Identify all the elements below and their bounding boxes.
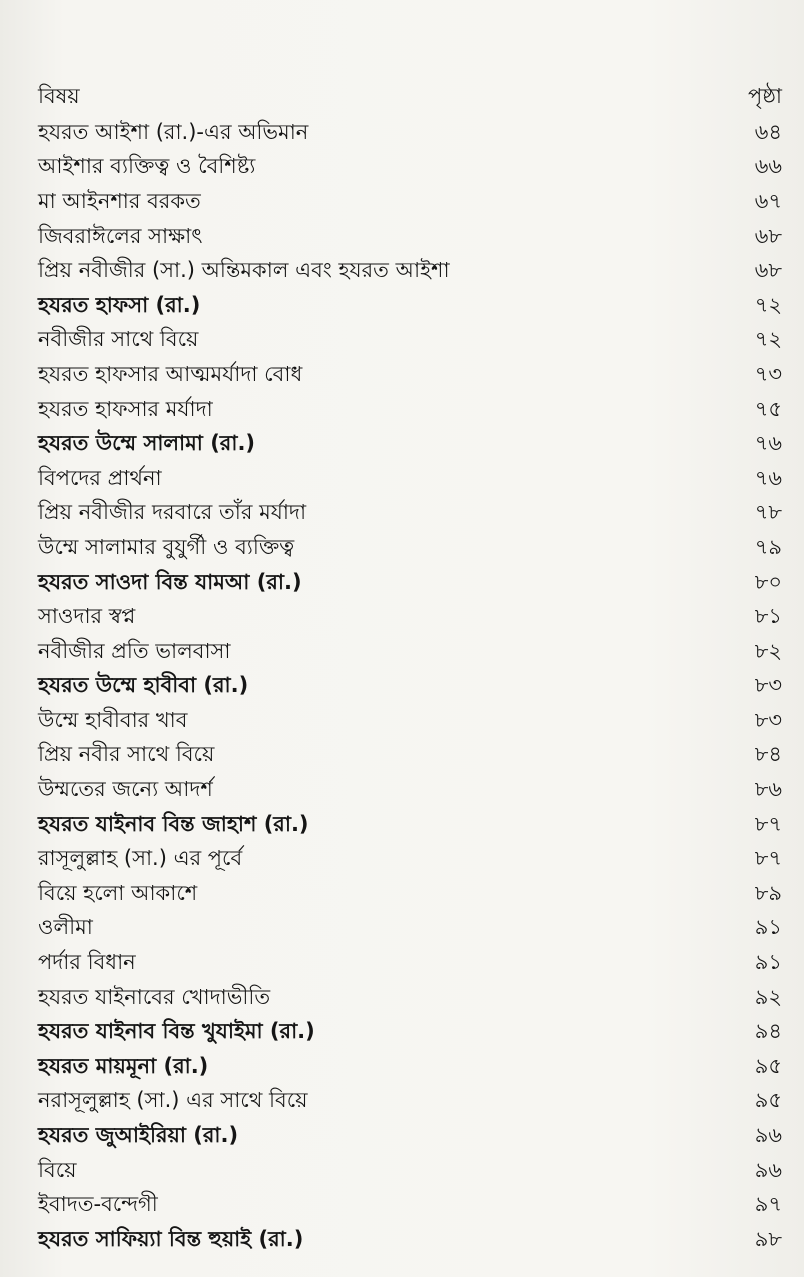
toc-entry — [38, 981, 786, 1016]
table-of-contents — [38, 78, 786, 1258]
entry-title: হযরত মায়মূনা (রা.) — [38, 1053, 209, 1078]
toc-entry — [38, 497, 786, 532]
entry-title: নরাসূলুল্লাহ (সা.) এর সাথে বিয়ে — [38, 1088, 308, 1113]
toc-entry — [38, 151, 786, 186]
entry-title: হযরত উম্মে সালামা (রা.) — [38, 431, 256, 456]
entry-page-number: ৭৯ — [754, 534, 782, 559]
entry-page-number: ৭২ — [754, 327, 782, 352]
entry-page-number: ৮৭ — [754, 846, 782, 871]
entry-title: হযরত সাওদা বিন্ত যামআ (রা.) — [38, 569, 302, 594]
entry-page-number: ৭৬ — [754, 465, 782, 490]
toc-entry — [38, 462, 786, 497]
entry-title: বিয়ে — [38, 1157, 77, 1182]
entry-title: হযরত আইশা (রা.)-এর অভিমান — [38, 119, 309, 144]
toc-entry — [38, 635, 786, 670]
entry-title: প্রিয় নবীর সাথে বিয়ে — [38, 742, 215, 767]
entry-page-number: ৯৬ — [754, 1157, 782, 1182]
toc-entry — [38, 877, 786, 912]
entry-title: উম্মে সালামার বুযুর্গী ও ব্যক্তিত্ব — [38, 534, 295, 559]
entry-page-number: ৯৫ — [754, 1053, 782, 1078]
entry-page-number: ৯৭ — [754, 1192, 782, 1217]
toc-entry — [38, 254, 786, 289]
entry-page-number: ৬৮ — [754, 223, 782, 248]
toc-section-heading — [38, 566, 786, 601]
entry-title: উম্মে হাবীবার খাব — [38, 707, 188, 732]
entry-page-number: ৯২ — [754, 984, 782, 1009]
toc-section-heading — [38, 1015, 786, 1050]
toc-entry — [38, 842, 786, 877]
entry-title: হযরত সাফিয়্যা বিন্ত হুয়াই (রা.) — [38, 1226, 304, 1251]
toc-section-heading — [38, 427, 786, 462]
toc-entry — [38, 531, 786, 566]
entry-page-number: ৮০ — [754, 569, 782, 594]
toc-entry — [38, 1085, 786, 1120]
toc-entry — [38, 773, 786, 808]
entry-title: উম্মতের জন্যে আদর্শ — [38, 777, 213, 802]
entry-page-number: ৮১ — [754, 604, 782, 629]
entry-page-number: ৮৭ — [754, 811, 782, 836]
toc-header — [38, 78, 786, 116]
entry-page-number: ৮৪ — [754, 742, 782, 767]
entry-title: হযরত জুআইরিয়া (রা.) — [38, 1123, 239, 1148]
entry-page-number: ৯৮ — [754, 1226, 782, 1251]
entry-title: রাসূলুল্লাহ (সা.) এর পূর্বে — [38, 846, 243, 871]
entry-title: নবীজীর প্রতি ভালবাসা — [38, 638, 231, 663]
toc-section-heading — [38, 1050, 786, 1085]
toc-entry — [38, 116, 786, 151]
toc-entry — [38, 600, 786, 635]
entry-title: হযরত হাফসার মর্যাদা — [38, 396, 213, 421]
toc-section-heading — [38, 808, 786, 843]
entry-page-number: ৯৪ — [754, 1019, 782, 1044]
entry-page-number: ৭৫ — [754, 396, 782, 421]
entry-title: বিয়ে হলো আকাশে — [38, 880, 198, 905]
entry-page-number: ৬৪ — [754, 119, 782, 144]
entry-page-number: ৭৮ — [754, 500, 782, 525]
entry-page-number: ৭২ — [754, 292, 782, 317]
entry-title: হযরত উম্মে হাবীবা (রা.) — [38, 673, 249, 698]
entry-title: সাওদার স্বপ্ন — [38, 604, 136, 629]
entry-page-number: ৯৫ — [754, 1088, 782, 1113]
subject-column-label: বিষয় — [38, 83, 80, 108]
toc-section-heading — [38, 1119, 786, 1154]
toc-entry — [38, 912, 786, 947]
toc-entry — [38, 946, 786, 981]
entry-page-number: ৬৬ — [754, 154, 782, 179]
toc-entry — [38, 220, 786, 255]
entry-page-number: ৯৬ — [754, 1123, 782, 1148]
toc-entry — [38, 739, 786, 774]
entry-title: বিপদের প্রার্থনা — [38, 465, 162, 490]
entry-title: জিবরাঈলের সাক্ষাৎ — [38, 223, 203, 248]
entry-page-number: ৯১ — [754, 950, 782, 975]
toc-entry — [38, 324, 786, 359]
toc-section-heading — [38, 289, 786, 324]
entry-title: প্রিয় নবীজীর দরবারে তাঁর মর্যাদা — [38, 500, 307, 525]
entry-page-number: ৮৩ — [754, 707, 782, 732]
entry-page-number: ৮৩ — [754, 673, 782, 698]
entry-title: ইবাদত-বন্দেগী — [38, 1192, 158, 1217]
toc-entry — [38, 1154, 786, 1189]
page-column-label: পৃষ্ঠা — [747, 83, 782, 108]
entry-page-number: ৬৭ — [754, 188, 782, 213]
entry-page-number: ৮৯ — [754, 880, 782, 905]
entry-title: হযরত হাফসার আত্মমর্যাদা বোধ — [38, 361, 303, 386]
entry-page-number: ৯১ — [754, 915, 782, 940]
toc-entry — [38, 393, 786, 428]
toc-entry — [38, 1188, 786, 1223]
entry-title: হযরত হাফসা (রা.) — [38, 292, 201, 317]
toc-entry — [38, 704, 786, 739]
entry-title: হযরত যাইনাবের খোদাভীতি — [38, 984, 271, 1009]
entry-page-number: ৭৩ — [754, 361, 782, 386]
entry-page-number: ৮২ — [754, 638, 782, 663]
toc-entry — [38, 185, 786, 220]
entry-title: মা আইনশার বরকত — [38, 188, 201, 213]
toc-section-heading — [38, 1223, 786, 1258]
entry-title: আইশার ব্যক্তিত্ব ও বৈশিষ্ট্য — [38, 154, 256, 179]
toc-section-heading — [38, 670, 786, 705]
toc-entry — [38, 358, 786, 393]
entry-title: হযরত যাইনাব বিন্ত খুযাইমা (রা.) — [38, 1019, 315, 1044]
entry-title: নবীজীর সাথে বিয়ে — [38, 327, 199, 352]
toc-entries — [38, 116, 786, 1258]
entry-title: প্রিয় নবীজীর (সা.) অন্তিমকাল এবং হযরত আইশা — [38, 258, 450, 283]
entry-title: পর্দার বিধান — [38, 950, 136, 975]
entry-page-number: ৭৬ — [754, 431, 782, 456]
entry-page-number: ৮৬ — [754, 777, 782, 802]
entry-title: ওলীমা — [38, 915, 93, 940]
entry-page-number: ৬৮ — [754, 258, 782, 283]
entry-title: হযরত যাইনাব বিন্ত জাহাশ (রা.) — [38, 811, 309, 836]
